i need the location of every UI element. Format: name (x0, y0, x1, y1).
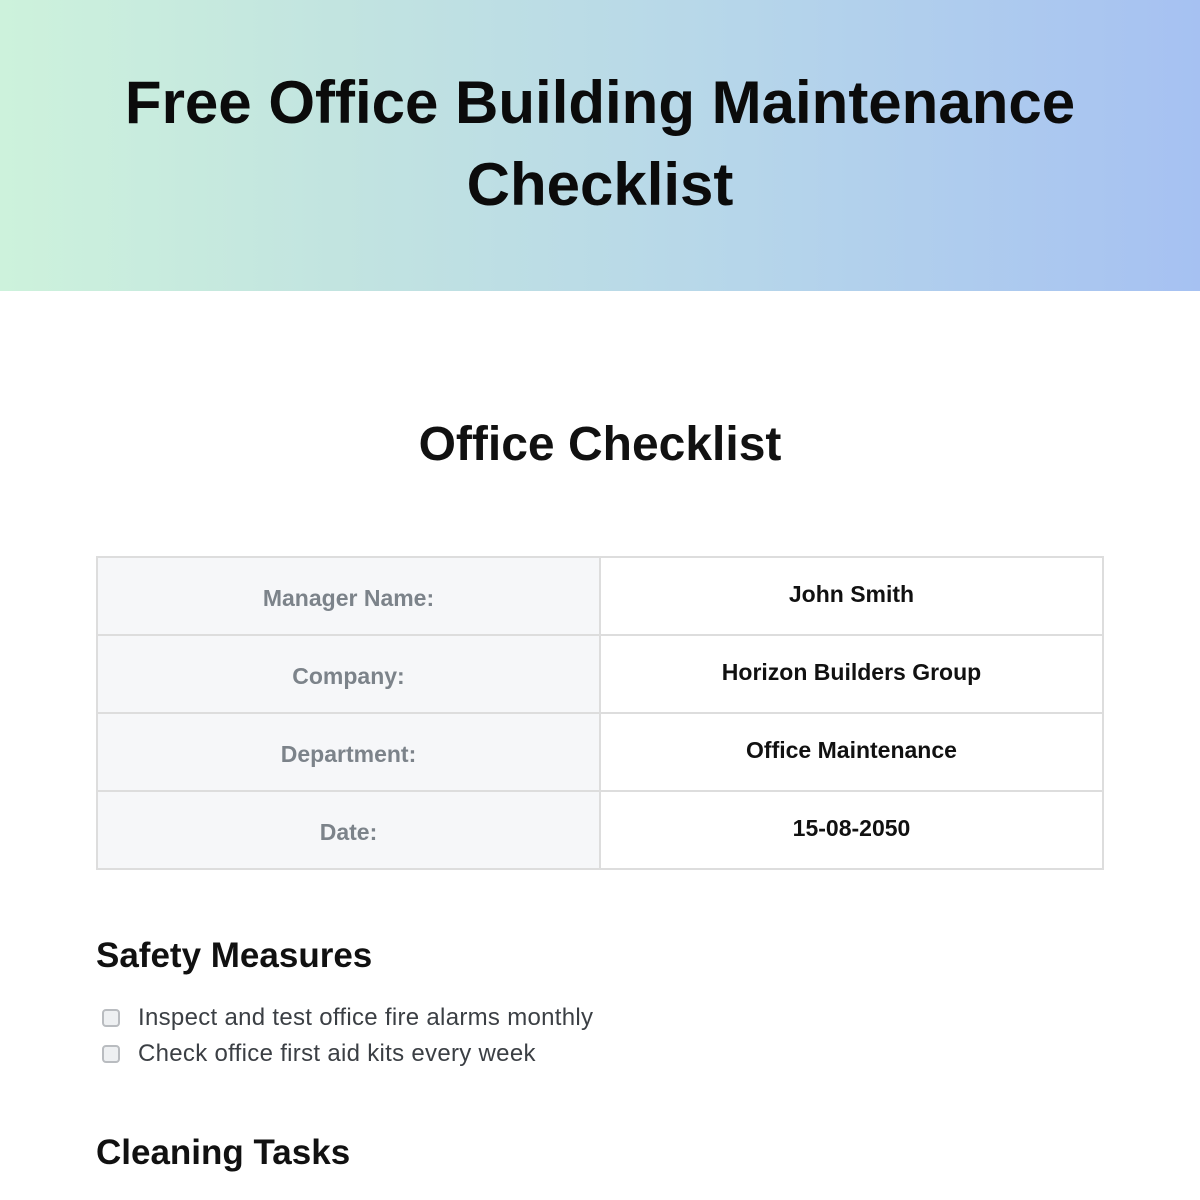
document-title: Office Checklist (418, 418, 782, 471)
checklist-item (100, 1000, 593, 1036)
checkbox[interactable] (102, 1009, 120, 1027)
company-value: Horizon Builders Group (600, 635, 1103, 713)
checklist-item-text: Check office first aid kits every week (138, 1040, 536, 1067)
table-row (97, 557, 1103, 635)
safety-checklist (100, 1000, 593, 1072)
section-heading-safety-measures: Safety Measures (96, 936, 373, 975)
checklist-item (100, 1036, 593, 1072)
checkbox[interactable] (102, 1045, 120, 1063)
section-heading-cleaning-tasks: Cleaning Tasks (96, 1133, 351, 1172)
manager-name-label: Manager Name: (97, 557, 600, 635)
company-label: Company: (97, 635, 600, 713)
header-banner (0, 0, 1200, 291)
date-label: Date: (97, 791, 600, 869)
department-label: Department: (97, 713, 600, 791)
table-row (97, 635, 1103, 713)
table-row (97, 713, 1103, 791)
page-title: Free Office Building Maintenance Checklist (124, 69, 1076, 218)
manager-name-value: John Smith (600, 557, 1103, 635)
department-value: Office Maintenance (600, 713, 1103, 791)
date-value: 15-08-2050 (600, 791, 1103, 869)
checklist-item-text: Inspect and test office fire alarms monthly (138, 1004, 594, 1031)
info-table (96, 556, 1104, 870)
table-row (97, 791, 1103, 869)
